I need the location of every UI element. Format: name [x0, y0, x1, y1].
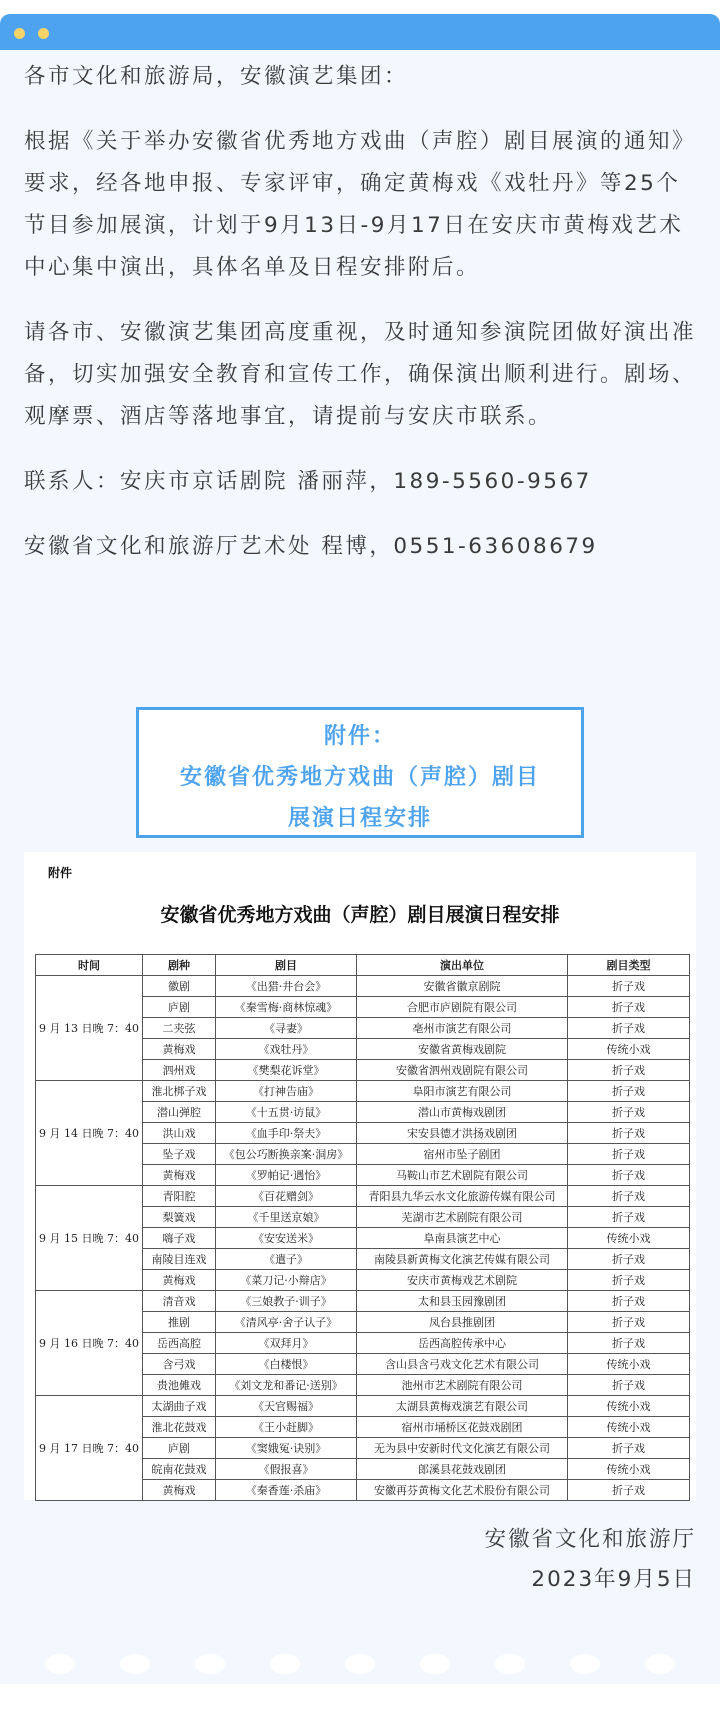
- cell-genre: 徽剧: [143, 976, 216, 997]
- cell-genre: 庐剧: [143, 997, 216, 1018]
- cell-repertoire: 《安安送米》: [216, 1228, 357, 1249]
- cell-repertoire: 《寻妻》: [216, 1018, 357, 1039]
- table-row: [36, 1291, 690, 1312]
- cell-genre: 庐剧: [143, 1438, 216, 1459]
- cell-type: 传统小戏: [568, 1039, 690, 1060]
- wave-bubble-icon: [120, 1654, 150, 1674]
- cell-troupe: 无为县中安新时代文化演艺有限公司: [357, 1438, 568, 1459]
- attachment-title-line2: 展演日程安排: [287, 806, 432, 831]
- cell-repertoire: 《戏牡丹》: [216, 1039, 357, 1060]
- cell-repertoire: 《刘文龙和番记·送别》: [216, 1375, 357, 1396]
- cell-time: 9 月 15 日晚 7：40: [36, 1186, 143, 1291]
- cell-troupe: 凤台县推剧团: [357, 1312, 568, 1333]
- signature-date: 2023年9月5日: [531, 1567, 696, 1592]
- cell-troupe: 马鞍山市艺术剧院有限公司: [357, 1165, 568, 1186]
- header-time: 时间: [36, 955, 143, 976]
- cell-repertoire: 《千里送京娘》: [216, 1207, 357, 1228]
- wave-bubble-icon: [645, 1654, 675, 1674]
- cell-repertoire: 《菜刀记·小辩店》: [216, 1270, 357, 1291]
- cell-troupe: 宿州市坠子剧团: [357, 1144, 568, 1165]
- cell-troupe: 青阳县九华云水文化旅游传媒有限公司: [357, 1186, 568, 1207]
- doc-title: 安徽省优秀地方戏曲（声腔）剧目展演日程安排: [160, 904, 560, 926]
- wave-bubble-icon: [345, 1654, 375, 1674]
- cell-troupe: 安庆市黄梅戏艺术剧院: [357, 1270, 568, 1291]
- cell-type: 传统小戏: [568, 1354, 690, 1375]
- cell-genre: 黄梅戏: [143, 1480, 216, 1501]
- cell-genre: 淮北梆子戏: [143, 1081, 216, 1102]
- cell-type: 传统小戏: [568, 1228, 690, 1249]
- cell-type: 折子戏: [568, 1081, 690, 1102]
- paragraph-main: 根据《关于举办安徽省优秀地方戏曲（声腔）剧目展演的通知》要求，经各地申报、专家评审，确定黄梅戏《戏牡丹》等25个节目参加展演，计划于9月13日-9月17日在安庆市黄梅戏艺术中心集中演出，具体名单及日程安排附后。: [24, 129, 697, 280]
- header-genre: 剧种: [143, 955, 216, 976]
- cell-repertoire: 《打神告庙》: [216, 1081, 357, 1102]
- cell-repertoire: 《遣子》: [216, 1249, 357, 1270]
- cell-troupe: 安徽省泗州戏剧院有限公司: [357, 1060, 568, 1081]
- schedule-document-image: [24, 852, 696, 1500]
- cell-type: 折子戏: [568, 1018, 690, 1039]
- cell-genre: 泗州戏: [143, 1060, 216, 1081]
- cell-type: 折子戏: [568, 1165, 690, 1186]
- cell-troupe: 南陵县新黄梅文化演艺传媒有限公司: [357, 1249, 568, 1270]
- cell-repertoire: 《十五贯·访鼠》: [216, 1102, 357, 1123]
- cell-troupe: 含山县含弓戏文化艺术有限公司: [357, 1354, 568, 1375]
- signature-org: 安徽省文化和旅游厅: [484, 1527, 696, 1552]
- attachment-label: 附件：: [323, 724, 396, 749]
- cell-type: 折子戏: [568, 1480, 690, 1501]
- cell-troupe: 安徽省黄梅戏剧院: [357, 1039, 568, 1060]
- cell-repertoire: 《窦娥冤·诀别》: [216, 1438, 357, 1459]
- cell-genre: 淮北花鼓戏: [143, 1417, 216, 1438]
- cell-time: 9 月 16 日晚 7：40: [36, 1291, 143, 1396]
- cell-troupe: 宋安县德才洪扬戏剧团: [357, 1123, 568, 1144]
- cell-genre: 南陵目连戏: [143, 1249, 216, 1270]
- cell-time: 9 月 17 日晚 7：40: [36, 1396, 143, 1501]
- header-troupe: 演出单位: [357, 955, 568, 976]
- cell-repertoire: 《出猎·井台会》: [216, 976, 357, 997]
- cell-type: 折子戏: [568, 1123, 690, 1144]
- cell-troupe: 阜南县演艺中心: [357, 1228, 568, 1249]
- cell-troupe: 潜山市黄梅戏剧团: [357, 1102, 568, 1123]
- table-row: [36, 1396, 690, 1417]
- wave-bubble-icon: [420, 1654, 450, 1674]
- schedule-table: [35, 954, 690, 1501]
- cell-genre: 太湖曲子戏: [143, 1396, 216, 1417]
- salutation: 各市文化和旅游局，安徽演艺集团：: [24, 64, 409, 89]
- wave-bubble-icon: [270, 1654, 300, 1674]
- cell-genre: 坠子戏: [143, 1144, 216, 1165]
- decor-dot-icon: [38, 28, 49, 39]
- cell-repertoire: 《秦香莲·杀庙》: [216, 1480, 357, 1501]
- table-row: [36, 1186, 690, 1207]
- cell-genre: 皖南花鼓戏: [143, 1459, 216, 1480]
- cell-genre: 黄梅戏: [143, 1165, 216, 1186]
- cell-genre: 黄梅戏: [143, 1270, 216, 1291]
- header-type: 剧目类型: [568, 955, 690, 976]
- doc-attachment-label: 附件: [48, 866, 73, 880]
- cell-type: 折子戏: [568, 997, 690, 1018]
- cell-repertoire: 《白楼恨》: [216, 1354, 357, 1375]
- cell-genre: 二夹弦: [143, 1018, 216, 1039]
- cell-type: 折子戏: [568, 1144, 690, 1165]
- header-repertoire: 剧目: [216, 955, 357, 976]
- cell-troupe: 太湖县黄梅戏演艺有限公司: [357, 1396, 568, 1417]
- contact-anqing: 联系人：安庆市京话剧院 潘丽萍，189-5560-9567: [24, 469, 592, 494]
- card-header-bar: [0, 14, 720, 50]
- cell-type: 折子戏: [568, 1375, 690, 1396]
- contact-province: 安徽省文化和旅游厅艺术处 程博，0551-63608679: [24, 534, 598, 559]
- cell-troupe: 安徽省徽京剧院: [357, 976, 568, 997]
- wave-bubble-icon: [570, 1654, 600, 1674]
- cell-genre: 洪山戏: [143, 1123, 216, 1144]
- cell-troupe: 太和县玉园豫剧团: [357, 1291, 568, 1312]
- cell-genre: 清音戏: [143, 1291, 216, 1312]
- cell-troupe: 郎溪县花鼓戏剧团: [357, 1459, 568, 1480]
- cell-repertoire: 《天官赐福》: [216, 1396, 357, 1417]
- cell-troupe: 亳州市演艺有限公司: [357, 1018, 568, 1039]
- table-row: [36, 1081, 690, 1102]
- cell-type: 折子戏: [568, 1270, 690, 1291]
- cell-genre: 梨簧戏: [143, 1207, 216, 1228]
- cell-genre: 推剧: [143, 1312, 216, 1333]
- cell-type: 折子戏: [568, 1438, 690, 1459]
- cell-repertoire: 《秦雪梅·商林惊魂》: [216, 997, 357, 1018]
- notice-body: [24, 56, 696, 591]
- cell-repertoire: 《樊梨花诉堂》: [216, 1060, 357, 1081]
- cell-type: 折子戏: [568, 1060, 690, 1081]
- cell-genre: 青阳腔: [143, 1186, 216, 1207]
- cell-troupe: 芜湖市艺术剧院有限公司: [357, 1207, 568, 1228]
- cell-type: 传统小戏: [568, 1459, 690, 1480]
- paragraph-request: 请各市、安徽演艺集团高度重视，及时通知参演院团做好演出准备，切实加强安全教育和宣传工作，确保演出顺利进行。剧场、观摩票、酒店等落地事宜，请提前与安庆市联系。: [24, 320, 697, 429]
- table-row: [36, 976, 690, 997]
- cell-type: 折子戏: [568, 1333, 690, 1354]
- cell-repertoire: 《假报喜》: [216, 1459, 357, 1480]
- decor-dot-icon: [14, 28, 25, 39]
- cell-genre: 嗨子戏: [143, 1228, 216, 1249]
- cell-troupe: 池州市艺术剧院有限公司: [357, 1375, 568, 1396]
- cell-genre: 岳西高腔: [143, 1333, 216, 1354]
- cell-type: 折子戏: [568, 1291, 690, 1312]
- cell-repertoire: 《三娘教子·训子》: [216, 1291, 357, 1312]
- cell-type: 折子戏: [568, 1249, 690, 1270]
- cell-genre: 潜山弹腔: [143, 1102, 216, 1123]
- cell-troupe: 安徽再芬黄梅文化艺术股份有限公司: [357, 1480, 568, 1501]
- cell-type: 折子戏: [568, 1207, 690, 1228]
- cell-repertoire: 《血手印·祭夫》: [216, 1123, 357, 1144]
- wave-bubble-icon: [45, 1654, 75, 1674]
- cell-genre: 黄梅戏: [143, 1039, 216, 1060]
- cell-type: 折子戏: [568, 1312, 690, 1333]
- cell-repertoire: 《双拜月》: [216, 1333, 357, 1354]
- cell-repertoire: 《清风亭·舍子认子》: [216, 1312, 357, 1333]
- cell-type: 传统小戏: [568, 1417, 690, 1438]
- cell-repertoire: 《罗帕记·遇怡》: [216, 1165, 357, 1186]
- attachment-title-line1: 安徽省优秀地方戏曲（声腔）剧目: [179, 765, 540, 790]
- cell-type: 传统小戏: [568, 1396, 690, 1417]
- cell-repertoire: 《王小赶脚》: [216, 1417, 357, 1438]
- cell-troupe: 宿州市埇桥区花鼓戏剧团: [357, 1417, 568, 1438]
- cell-type: 折子戏: [568, 1102, 690, 1123]
- wave-bubble-icon: [195, 1654, 225, 1674]
- cell-repertoire: 《包公巧断换亲案·洞房》: [216, 1144, 357, 1165]
- cell-genre: 贵池傩戏: [143, 1375, 216, 1396]
- schedule-table-body: [36, 976, 690, 1501]
- cell-type: 折子戏: [568, 1186, 690, 1207]
- table-header-row: [36, 955, 690, 976]
- cell-time: 9 月 14 日晚 7：40: [36, 1081, 143, 1186]
- cell-repertoire: 《百花赠剑》: [216, 1186, 357, 1207]
- cell-troupe: 阜阳市演艺有限公司: [357, 1081, 568, 1102]
- cell-genre: 含弓戏: [143, 1354, 216, 1375]
- cell-troupe: 合肥市庐剧院有限公司: [357, 997, 568, 1018]
- cell-troupe: 岳西高腔传承中心: [357, 1333, 568, 1354]
- cell-type: 折子戏: [568, 976, 690, 997]
- wave-bubble-icon: [495, 1654, 525, 1674]
- attachment-title-box: [136, 707, 584, 838]
- cell-time: 9 月 13 日晚 7：40: [36, 976, 143, 1081]
